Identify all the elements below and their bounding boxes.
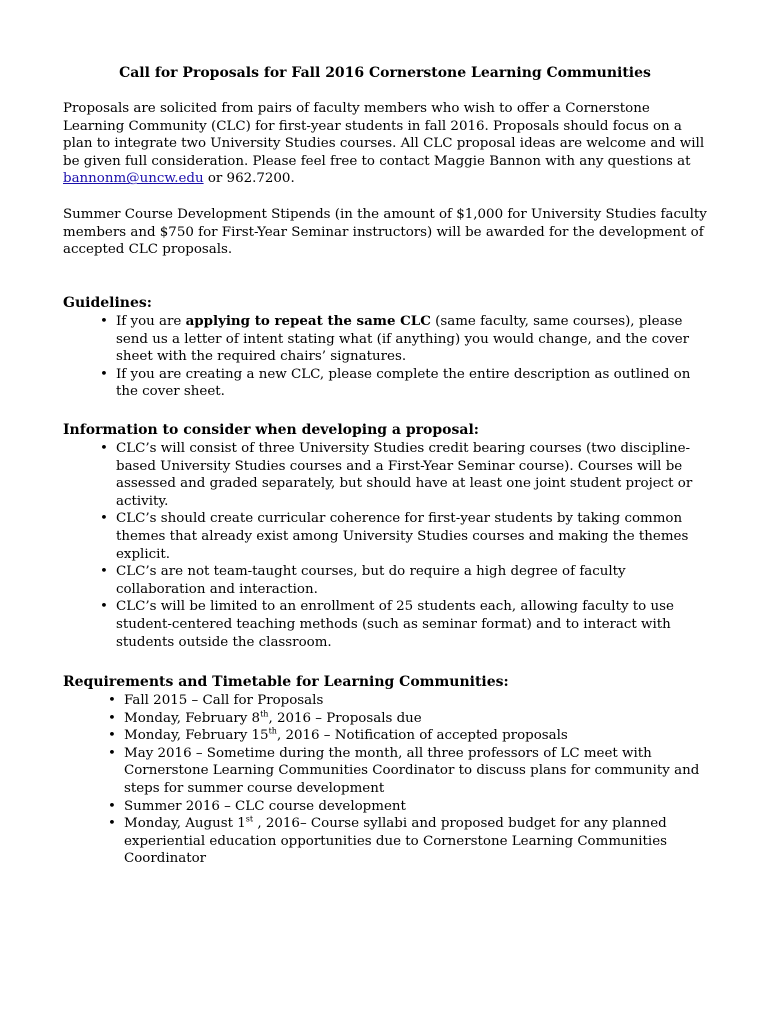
guidelines-list <box>116 313 716 401</box>
guideline-text: (same faculty, same courses), please send us a letter of intent stating what (if anything) you would change, and the cover sheet with the required chairs’ signatures. <box>116 314 690 365</box>
timetable-list <box>124 692 704 868</box>
ordinal-suffix: st <box>245 814 254 824</box>
timetable-text: , 2016 – Proposals due <box>268 710 422 726</box>
list-item: • CLC’s should create curricular coherence for first-year students by taking common themes that already exist among University Studies courses and making the themes explicit. <box>116 510 716 563</box>
list-item <box>116 313 716 366</box>
ordinal-suffix: th <box>268 726 277 736</box>
list-item: • If you are creating a new CLC, please complete the entire description as outlined on the cover sheet. <box>116 366 716 401</box>
ordinal-suffix: th <box>260 709 269 719</box>
timetable-text: Monday, August 1 <box>124 816 246 832</box>
timetable-text: Monday, February 8 <box>124 710 261 726</box>
page-title: Call for Proposals for Fall 2016 Cornerstone Learning Communities <box>119 65 651 81</box>
list-item: • CLC’s are not team-taught courses, but do require a high degree of faculty collaboration and interaction. <box>116 563 716 598</box>
list-item <box>124 727 704 745</box>
list-item: • May 2016 – Sometime during the month, all three professors of LC meet with Cornerstone Learning Communities Coordinator to discuss plans for community and steps for summer course development <box>124 745 704 798</box>
email-link[interactable]: bannonm@uncw.edu <box>63 171 204 187</box>
information-list <box>116 440 716 651</box>
timetable-text: Monday, February 15 <box>124 728 269 744</box>
timetable-text: , 2016 – Notification of accepted proposals <box>276 728 568 744</box>
intro-phone-text: or 962.7200. <box>203 171 295 187</box>
timetable-text: , 2016– Course syllabi and proposed budget for any planned experiential education opportunities due to Cornerstone Learning Communities Coordinator <box>124 816 668 867</box>
requirements-heading: Requirements and Timetable for Learning Communities: <box>63 674 509 690</box>
intro-paragraph <box>63 100 713 188</box>
stipends-paragraph: Summer Course Development Stipends (in the amount of $1,000 for University Studies faculty members and $750 for First-Year Seminar instructors) will be awarded for the development of accepted CLC proposals. <box>63 207 707 258</box>
guideline-text: If you are <box>116 314 186 329</box>
list-item <box>124 710 704 728</box>
guideline-emphasis: applying to repeat the same CLC <box>185 313 431 329</box>
intro-text: Proposals are solicited from pairs of faculty members who wish to offer a Cornerstone Learning Community (CLC) for first-year students in fall 2016. Proposals should focus on a plan to integrate two University Studies courses. All CLC proposal ideas are welcome and will be given full consideration. Please feel free to contact Maggie Bannon with any questions at <box>63 101 705 169</box>
list-item: • Summer 2016 – CLC course development <box>124 798 704 816</box>
list-item: • CLC’s will be limited to an enrollment of 25 students each, allowing faculty to use student-centered teaching methods (such as seminar format) and to interact with students outside the classroom. <box>116 598 716 651</box>
information-heading: Information to consider when developing a proposal: <box>63 422 479 438</box>
list-item: • Fall 2015 – Call for Proposals <box>124 692 704 710</box>
guidelines-heading: Guidelines: <box>63 295 152 311</box>
list-item: • CLC’s will consist of three University Studies credit bearing courses (two discipline-based University Studies courses and a First-Year Seminar course). Courses will be assessed and graded separately, but should have at least one joint student project or activity. <box>116 440 716 510</box>
list-item <box>124 815 704 868</box>
